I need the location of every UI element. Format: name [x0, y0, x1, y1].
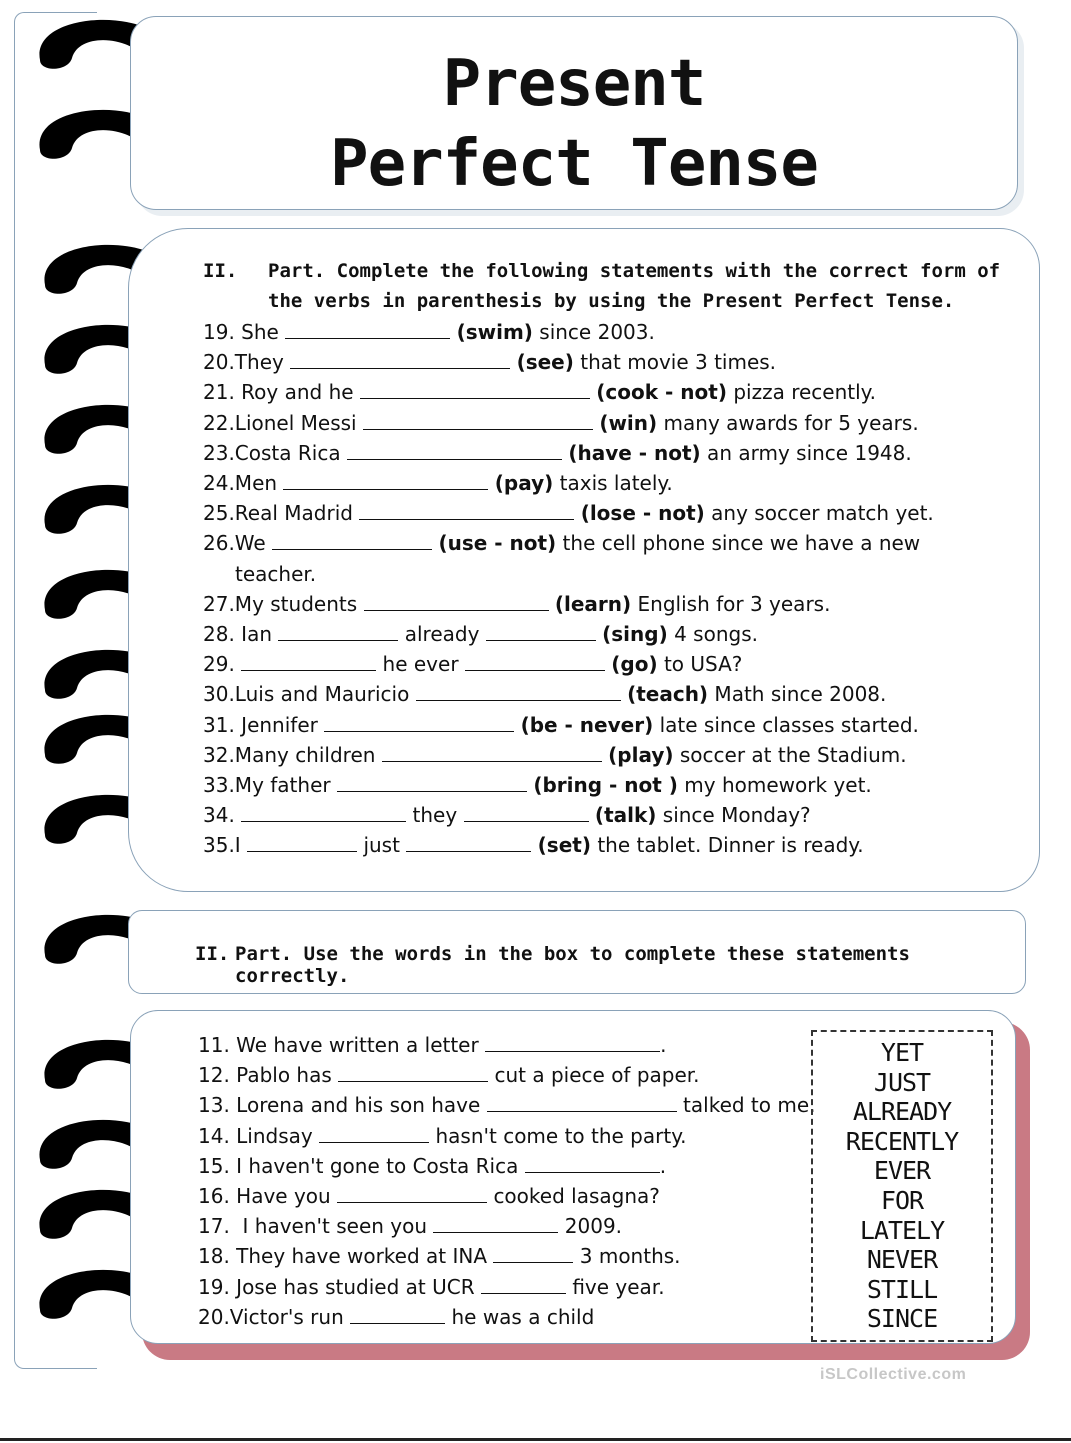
- item-prefix: 20.Victor's run: [198, 1304, 344, 1329]
- word-bank-item: RECENTLY: [845, 1126, 959, 1156]
- item-prefix: 25.Real Madrid: [203, 501, 353, 526]
- item-prefix: 26.We: [203, 531, 266, 556]
- title-box: [130, 16, 1018, 210]
- item-prefix: 19. She: [203, 320, 279, 344]
- item-prefix: 33.My father: [203, 773, 331, 797]
- word-bank-item: JUST: [873, 1067, 931, 1097]
- word-bank-item: STILL: [866, 1274, 938, 1304]
- verb-hint: (play): [608, 742, 674, 767]
- answer-blank[interactable]: [241, 803, 406, 822]
- item-prefix: 13. Lorena and his son have: [198, 1093, 481, 1118]
- answer-blank[interactable]: [360, 380, 590, 399]
- word-bank-item: EVER: [873, 1156, 931, 1186]
- exercise-item: [198, 1031, 666, 1059]
- item-suffix: 2009.: [564, 1214, 623, 1239]
- exercise-item: [198, 1091, 816, 1119]
- item-prefix: 35.I: [203, 833, 241, 858]
- exercise-item: [203, 620, 758, 648]
- item-suffix: taxis lately.: [553, 471, 673, 495]
- word-bank-item: FOR: [880, 1186, 924, 1215]
- item-suffix: soccer at the Stadium.: [673, 742, 907, 767]
- verb-hint: (teach): [627, 682, 709, 707]
- item-suffix: .: [659, 1153, 667, 1178]
- answer-blank[interactable]: [406, 833, 531, 852]
- exercise-item: [203, 590, 830, 618]
- exercise-item: [198, 1061, 700, 1089]
- exercise-item: [203, 711, 919, 739]
- part1-numeral: II.: [203, 260, 238, 282]
- verb-hint: (go): [611, 652, 658, 677]
- item-suffix: any soccer match yet.: [704, 501, 934, 526]
- answer-blank[interactable]: [283, 471, 488, 490]
- exercise-item: [203, 680, 886, 708]
- answer-blank[interactable]: [359, 501, 574, 520]
- exercise-item: [198, 1122, 687, 1150]
- item-prefix: 18. They have worked at INA: [198, 1244, 488, 1269]
- exercise-item: [203, 318, 655, 346]
- part1-instruction-cont: the verbs in parenthesis by using the Present Perfect Tense.: [268, 290, 955, 312]
- answer-blank[interactable]: [465, 652, 605, 671]
- verb-hint: (learn): [554, 591, 632, 616]
- bottom-rule: [0, 1438, 1071, 1441]
- verb-hint: (bring - not ): [533, 773, 678, 797]
- exercise-item: [235, 560, 316, 588]
- answer-blank[interactable]: [337, 773, 527, 792]
- exercise-item: [203, 771, 872, 799]
- item-prefix: 27.My students: [203, 591, 358, 616]
- item-prefix: 28. Ian: [203, 622, 272, 646]
- word-bank-item: NEVER: [866, 1245, 938, 1275]
- answer-blank[interactable]: [337, 1184, 487, 1203]
- exercise-item: [203, 529, 920, 557]
- answer-blank[interactable]: [485, 1033, 660, 1052]
- item-prefix: 30.Luis and Mauricio: [203, 682, 410, 707]
- answer-blank[interactable]: [363, 411, 593, 430]
- part2-numeral: II.: [195, 943, 230, 965]
- item-middle: he ever: [382, 652, 459, 677]
- item-prefix: 14. Lindsay: [198, 1123, 313, 1148]
- word-bank-item: YET: [880, 1038, 924, 1067]
- item-suffix: five year.: [572, 1274, 665, 1299]
- item-middle: already: [404, 622, 480, 646]
- answer-blank[interactable]: [433, 1214, 558, 1233]
- answer-blank[interactable]: [382, 743, 602, 762]
- word-box: [811, 1030, 993, 1342]
- exercise-item: [203, 348, 776, 376]
- exercise-item: [203, 650, 742, 678]
- answer-blank[interactable]: [338, 1063, 488, 1082]
- exercise-item: [198, 1152, 666, 1180]
- item-middle: they: [412, 803, 458, 828]
- title-line-1: Present: [442, 47, 706, 121]
- item-prefix: 11. We have written a letter: [198, 1033, 479, 1057]
- item-suffix: .: [660, 1033, 667, 1057]
- item-prefix: 21. Roy and he: [203, 380, 354, 405]
- item-prefix: 34.: [203, 803, 235, 828]
- exercise-item: [198, 1242, 681, 1270]
- item-suffix: 4 songs.: [667, 622, 758, 646]
- answer-blank[interactable]: [278, 622, 398, 641]
- verb-hint: (set): [537, 833, 591, 858]
- item-suffix: cooked lasagna?: [493, 1184, 660, 1208]
- item-suffix: an army since 1948.: [700, 440, 912, 465]
- item-prefix: 20.They: [203, 350, 284, 375]
- exercise-item: [203, 409, 919, 437]
- answer-blank[interactable]: [364, 592, 549, 611]
- verb-hint: (lose - not): [580, 501, 705, 526]
- item-prefix: 29.: [203, 652, 235, 677]
- item-prefix: 12. Pablo has: [198, 1063, 332, 1088]
- item-prefix: 22.Lionel Messi: [203, 410, 357, 435]
- item-suffix: 3 months.: [579, 1244, 681, 1269]
- item-prefix: 16. Have you: [198, 1184, 331, 1208]
- answer-blank[interactable]: [525, 1154, 660, 1173]
- part2-instruction: Part. Use the words in the box to complete these statements correctly.: [235, 943, 910, 987]
- answer-blank[interactable]: [350, 1305, 445, 1324]
- item-suffix: since Monday?: [656, 803, 811, 828]
- exercise-item: [203, 499, 934, 527]
- verb-hint: (pay): [494, 471, 554, 495]
- answer-blank[interactable]: [487, 1093, 677, 1112]
- item-prefix: 24.Men: [203, 471, 278, 495]
- item-suffix: he was a child: [451, 1304, 595, 1329]
- answer-blank[interactable]: [324, 713, 514, 732]
- item-prefix: 17. I haven't seen you: [198, 1214, 428, 1239]
- answer-blank[interactable]: [493, 1244, 573, 1263]
- answer-blank[interactable]: [247, 833, 357, 852]
- item-suffix: talked to me.: [683, 1093, 816, 1118]
- item-suffix: since 2003.: [532, 320, 655, 344]
- item-suffix: Math since 2008.: [708, 682, 887, 707]
- exercise-item: [203, 439, 912, 467]
- verb-hint: (win): [599, 410, 658, 435]
- verb-hint: (swim): [456, 320, 533, 344]
- answer-blank[interactable]: [272, 531, 432, 550]
- answer-blank[interactable]: [481, 1275, 566, 1294]
- exercise-item: [203, 741, 907, 769]
- exercise-item: [203, 378, 876, 406]
- item-prefix: teacher.: [235, 561, 317, 586]
- part2-box: [128, 910, 1026, 994]
- item-suffix: my homework yet.: [677, 773, 872, 797]
- footer-watermark: iSLCollective.com: [820, 1366, 967, 1383]
- exercise-item: [203, 801, 811, 829]
- word-bank-item: SINCE: [866, 1304, 938, 1334]
- answer-blank[interactable]: [416, 682, 621, 701]
- verb-hint: (see): [516, 350, 574, 375]
- verb-hint: (have - not): [568, 440, 701, 465]
- verb-hint: (cook - not): [596, 380, 727, 405]
- item-suffix: English for 3 years.: [631, 591, 831, 616]
- verb-hint: (be - never): [520, 712, 654, 737]
- title-line-2: Perfect Tense: [330, 127, 818, 201]
- answer-blank[interactable]: [464, 803, 589, 822]
- exercise-item: [203, 469, 673, 497]
- answer-blank[interactable]: [347, 441, 562, 460]
- item-suffix: to USA?: [657, 652, 743, 677]
- item-prefix: 19. Jose has studied at UCR: [198, 1274, 475, 1299]
- answer-blank[interactable]: [241, 652, 376, 671]
- item-suffix: many awards for 5 years.: [657, 410, 919, 435]
- item-suffix: cut a piece of paper.: [494, 1063, 700, 1088]
- answer-blank[interactable]: [290, 350, 510, 369]
- item-prefix: 23.Costa Rica: [203, 440, 341, 465]
- item-prefix: 31. Jennifer: [203, 712, 318, 737]
- item-prefix: 15. I haven't gone to Costa Rica: [198, 1153, 519, 1178]
- item-suffix: pizza recently.: [726, 380, 876, 405]
- exercise-item: [198, 1212, 622, 1240]
- answer-blank[interactable]: [486, 622, 596, 641]
- verb-hint: (use - not): [438, 531, 557, 556]
- item-middle: just: [363, 833, 400, 858]
- verb-hint: (sing): [602, 622, 668, 646]
- item-suffix: that movie 3 times.: [573, 350, 777, 375]
- exercise-item: [198, 1273, 665, 1301]
- item-prefix: 32.Many children: [203, 742, 376, 767]
- item-suffix: the tablet. Dinner is ready.: [590, 833, 864, 858]
- part1-instruction: Part. Complete the following statements with the correct form of: [268, 260, 1001, 282]
- item-suffix: late since classes started.: [653, 712, 919, 737]
- exercise-item: [203, 831, 864, 859]
- exercise-item: [198, 1182, 660, 1210]
- exercise-item: [198, 1303, 594, 1331]
- verb-hint: (talk): [594, 803, 657, 828]
- answer-blank[interactable]: [285, 320, 450, 339]
- word-bank-item: ALREADY: [852, 1097, 952, 1127]
- item-suffix: hasn't come to the party.: [435, 1123, 687, 1148]
- item-suffix: the cell phone since we have a new: [556, 531, 921, 556]
- word-bank-item: LATELY: [859, 1215, 945, 1245]
- answer-blank[interactable]: [319, 1124, 429, 1143]
